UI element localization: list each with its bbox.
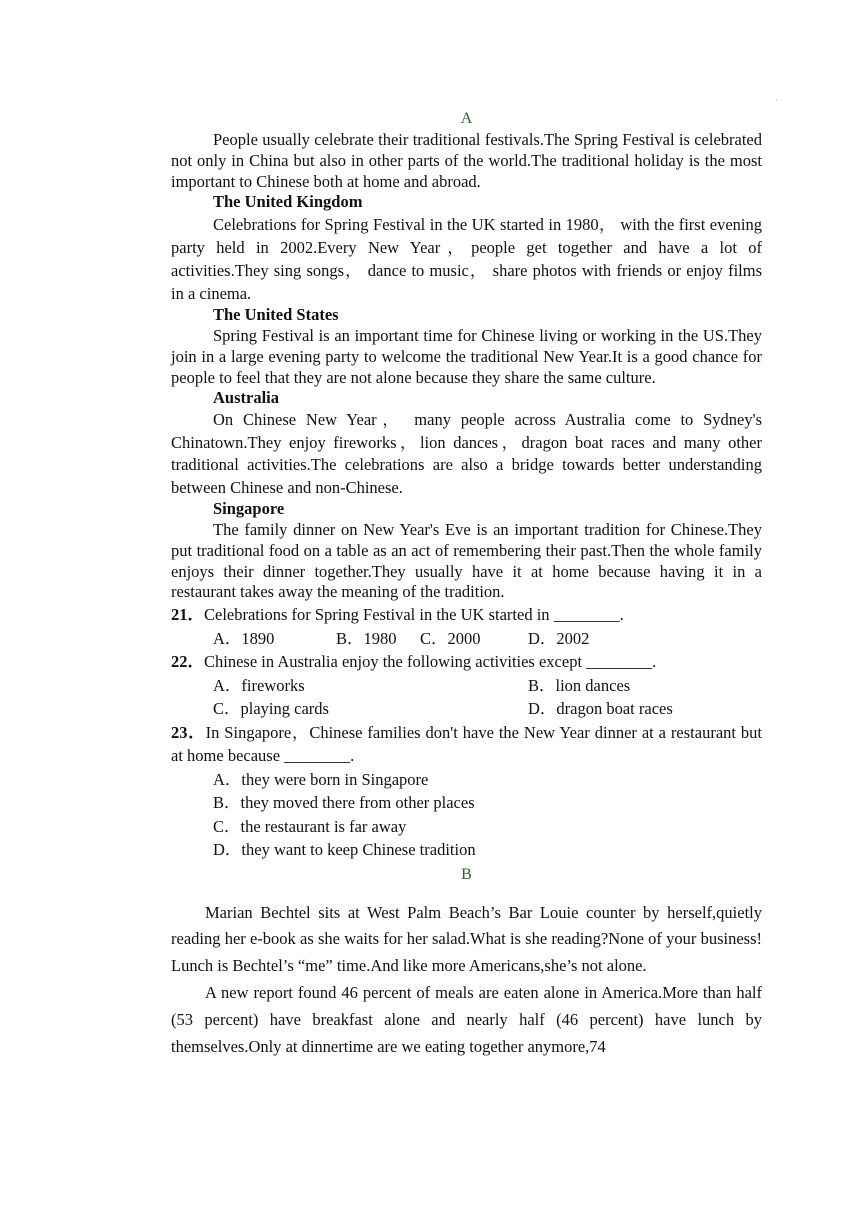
- option-b[interactable]: B．1980: [336, 628, 397, 648]
- option-b[interactable]: B．lion dances: [528, 675, 631, 695]
- country-text: The family dinner on New Year's Eve is an important tradition for Chinese.They put traditional food on a table as an act of remembering their past.Then the whole family enjoys their dinner together.They usually have it at home because having it in a restaurant takes away the meaning of the tradition.: [171, 519, 762, 602]
- section-a-intro: People usually celebrate their traditional festivals.The Spring Festival is celebrated not only in China but also in other parts of the world.The traditional holiday is the most important to Chinese both at home and abroad.: [171, 130, 762, 191]
- option-a[interactable]: A．they were born in Singapore: [213, 769, 429, 789]
- country-heading: Australia: [213, 388, 279, 408]
- question-stem: Chinese in Australia enjoy the following activities except ________.: [204, 652, 657, 672]
- country-text: Celebrations for Spring Festival in the UK started in 1980， with the first evening party held in 2002.Every New Year，people get together and have a lot of activities.They sing songs， dance to music， share photos with friends or enjoy films in a cinema.: [171, 215, 762, 304]
- question-number: 22．: [171, 652, 204, 672]
- question-stem: Celebrations for Spring Festival in the UK started in ________.: [204, 605, 624, 625]
- question-stem: In Singapore，Chinese families don't have the New Year dinner at a restaurant but at home because ________.: [171, 722, 762, 766]
- option-a[interactable]: A．1890: [213, 628, 275, 648]
- option-c[interactable]: C．2000: [420, 628, 481, 648]
- question-number: 23．: [171, 722, 206, 742]
- country-text: On Chinese New Year， many people across Australia come to Sydney's Chinatown.They enjoy fireworks，lion dances，dragon boat races and many other traditional activities.The celebrations are also a bridge towards better understanding between Chinese and non-Chinese.: [171, 410, 762, 497]
- question-23: [171, 721, 762, 768]
- option-a[interactable]: A．fireworks: [213, 675, 305, 695]
- option-c[interactable]: C．playing cards: [213, 699, 329, 719]
- question-22-options-row-1: [171, 674, 762, 698]
- corner-mark: ·: [775, 96, 778, 105]
- option-d[interactable]: D．they want to keep Chinese tradition: [213, 840, 476, 860]
- option-b[interactable]: B．they moved there from other places: [213, 793, 475, 813]
- section-b-paragraph: Marian Bechtel sits at West Palm Beach’s Bar Louie counter by herself,quietly reading her e-book as she waits for her salad.What is she reading?None of your business! Lunch is Bechtel’s “me” time.And like more Americans,she’s not alone.: [171, 902, 762, 976]
- option-d[interactable]: D．2002: [528, 628, 590, 648]
- country-text: Spring Festival is an important time for Chinese living or working in the US.They join in a large evening party to welcome the traditional New Year.It is a good chance for people to feel that they are not alone because they share the same culture.: [171, 325, 762, 387]
- option-d[interactable]: D．dragon boat races: [528, 699, 673, 719]
- section-b-paragraph: A new report found 46 percent of meals are eaten alone in America.More than half (53 percent) have breakfast alone and nearly half (46 percent) have lunch by themselves.Only at dinnertime are we eating together anymore,74: [171, 983, 762, 1056]
- question-22-options-row-2: [171, 697, 762, 721]
- question-21-options: [171, 627, 762, 651]
- question-21: [171, 603, 762, 627]
- section-b-title: B: [461, 865, 472, 883]
- question-22: [171, 650, 762, 674]
- country-heading: The United States: [213, 305, 339, 325]
- question-number: 21．: [171, 605, 204, 625]
- country-heading: The United Kingdom: [213, 192, 363, 212]
- option-c[interactable]: C．the restaurant is far away: [213, 816, 407, 836]
- section-a-title: A: [460, 110, 473, 127]
- document-page: [171, 108, 762, 1060]
- country-heading: Singapore: [213, 499, 285, 519]
